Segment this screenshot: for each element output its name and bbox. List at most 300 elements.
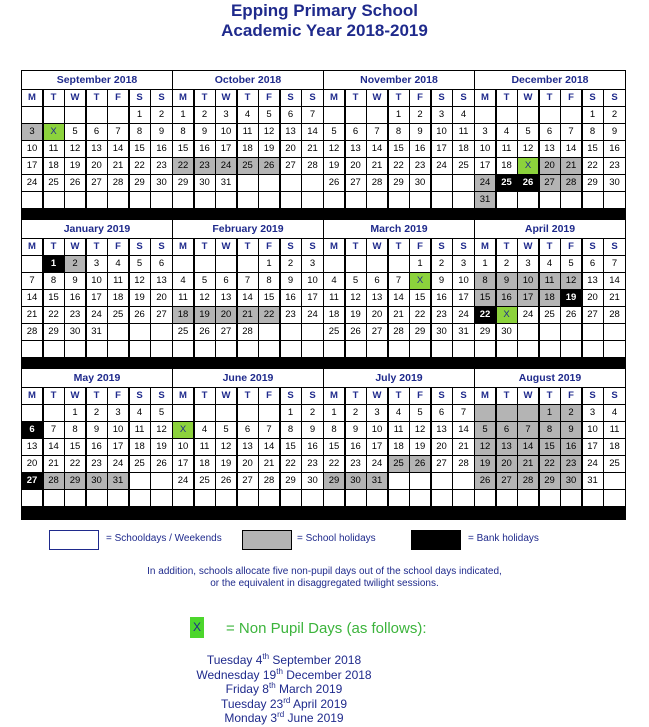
day-cell: 25 [44,175,64,191]
day-cell: 8 [324,422,344,438]
school-holiday-cell: 9 [561,422,581,438]
day-cell: 24 [87,307,107,323]
day-cell [87,341,107,357]
day-cell: 7 [389,273,409,289]
day-cell: 15 [65,439,85,455]
day-cell: 16 [195,141,215,157]
day-cell: 13 [540,141,560,157]
day-cell: 29 [475,324,495,340]
non-pupil-day-entry: Tuesday 4th September 2018 [206,652,362,667]
weekday-header: W [216,239,236,255]
weekday-header: T [195,90,215,106]
day-cell: 27 [238,473,258,489]
day-cell: 17 [583,439,603,455]
day-cell: 12 [151,422,172,438]
day-cell [195,256,215,272]
day-cell: 3 [302,256,323,272]
day-cell: 2 [497,256,517,272]
weekday-header: S [583,239,603,255]
day-cell: 10 [367,422,387,438]
day-cell: 25 [130,456,150,472]
day-cell: 18 [130,439,150,455]
day-cell: 30 [604,175,625,191]
day-cell: 8 [130,124,150,140]
weekday-header: M [324,239,344,255]
day-cell: 20 [432,439,452,455]
weekday-header: T [44,239,64,255]
day-cell: 25 [324,324,344,340]
day-cell [432,192,452,208]
day-cell: 10 [216,124,236,140]
day-cell: 16 [87,439,107,455]
school-holiday-cell: 2 [561,405,581,421]
school-holiday-cell: 18 [173,307,193,323]
day-cell: 20 [22,456,42,472]
day-cell: 3 [583,405,603,421]
month-block [173,71,323,219]
school-holiday-cell: 30 [346,473,366,489]
day-cell: 9 [87,422,107,438]
day-cell: 29 [281,473,301,489]
day-cell [130,192,150,208]
day-cell: 18 [604,439,625,455]
day-cell: 2 [87,405,107,421]
day-cell: 12 [259,124,279,140]
day-cell: 31 [87,324,107,340]
day-cell: 7 [44,422,64,438]
month-block [22,220,172,368]
weekday-header: S [151,239,172,255]
day-cell [389,490,409,506]
day-cell: 15 [130,141,150,157]
school-holiday-cell: 29 [65,473,85,489]
day-cell: 18 [453,141,474,157]
weekday-header: S [583,388,603,404]
school-holiday-cell: 2 [65,256,85,272]
day-cell [540,107,560,123]
day-cell [604,473,625,489]
weekday-header: S [130,90,150,106]
day-cell: 6 [367,273,387,289]
day-cell: 1 [475,256,495,272]
day-cell [453,175,474,191]
school-holidays-legend-label: = School holidays [297,533,376,544]
day-cell [44,405,64,421]
month-title: September 2018 [22,71,172,89]
weekday-header: S [453,90,474,106]
day-cell: 24 [453,307,474,323]
day-cell [281,175,301,191]
non-pupil-day-cell: X [497,307,517,323]
day-cell [65,490,85,506]
day-cell [108,341,128,357]
day-cell [518,324,538,340]
school-holiday-cell: 24 [475,175,495,191]
day-cell: 12 [216,439,236,455]
weekday-header: T [44,388,64,404]
day-cell [453,192,474,208]
day-cell: 15 [281,439,301,455]
day-cell: 6 [281,107,301,123]
day-cell [583,324,603,340]
day-cell: 6 [238,422,258,438]
day-cell: 28 [302,158,323,174]
day-cell: 18 [195,456,215,472]
weekday-header: S [281,239,301,255]
day-cell: 17 [216,141,236,157]
school-holiday-cell: 15 [540,439,560,455]
day-cell: 28 [259,473,279,489]
day-cell: 13 [583,273,603,289]
month-block [475,220,625,368]
day-cell [324,490,344,506]
weekday-header: F [259,239,279,255]
month-title: October 2018 [173,71,323,89]
day-cell [540,341,560,357]
day-cell: 5 [410,405,430,421]
calendar-grid [21,70,626,520]
weekday-header: W [216,90,236,106]
day-cell [22,490,42,506]
day-cell: 3 [475,124,495,140]
day-cell: 10 [302,273,323,289]
day-cell [497,107,517,123]
day-cell: 24 [302,307,323,323]
day-cell [195,192,215,208]
day-cell: 16 [410,141,430,157]
school-holiday-cell: 27 [540,175,560,191]
day-cell: 9 [604,124,625,140]
day-cell: 21 [367,158,387,174]
day-cell: 23 [432,307,452,323]
day-cell: 6 [87,124,107,140]
weekday-header: M [324,90,344,106]
school-holiday-cell: 19 [475,456,495,472]
day-cell: 3 [453,256,474,272]
weekday-header: S [302,90,323,106]
day-cell [324,341,344,357]
day-cell: 19 [346,307,366,323]
day-cell: 9 [195,124,215,140]
day-cell: 13 [216,290,236,306]
school-holiday-cell: 16 [561,439,581,455]
schooldays-legend-label: = Schooldays / Weekends [106,533,222,544]
day-cell [65,107,85,123]
day-cell [151,192,172,208]
school-holiday-cell: 29 [540,473,560,489]
school-holiday-cell: 28 [44,473,64,489]
day-cell: 3 [108,405,128,421]
day-cell [130,490,150,506]
day-cell: 19 [151,439,172,455]
non-pupil-day-entry: Monday 3rd June 2019 [224,710,344,725]
school-holiday-cell: 8 [475,273,495,289]
day-cell [216,490,236,506]
day-cell: 1 [410,256,430,272]
day-cell: 17 [432,141,452,157]
day-cell [324,256,344,272]
weekday-header: T [195,388,215,404]
day-cell: 22 [410,307,430,323]
day-cell: 9 [65,273,85,289]
weekday-header: T [497,239,517,255]
day-cell [44,490,64,506]
day-cell: 22 [389,158,409,174]
day-cell: 4 [130,405,150,421]
day-cell [410,192,430,208]
school-holiday-cell: 22 [173,158,193,174]
day-cell [561,490,581,506]
day-cell: 15 [410,290,430,306]
day-cell: 5 [130,256,150,272]
weekday-header: S [151,90,172,106]
day-cell: 3 [367,405,387,421]
day-cell [281,192,301,208]
day-cell [173,341,193,357]
school-holiday-cell: 18 [540,290,560,306]
day-cell: 11 [497,141,517,157]
day-cell [302,341,323,357]
weekday-header: W [518,90,538,106]
weekday-header: T [540,90,560,106]
weekday-header: S [432,239,452,255]
day-cell: 24 [432,158,452,174]
school-holiday-cell [475,405,495,421]
day-cell [367,192,387,208]
day-cell: 28 [389,324,409,340]
day-cell: 1 [65,405,85,421]
school-holiday-cell: 26 [410,456,430,472]
day-cell: 24 [173,473,193,489]
day-cell [432,490,452,506]
month-block [324,71,474,219]
bank-holiday-cell: 27 [22,473,42,489]
day-cell: 15 [583,141,603,157]
day-cell [108,324,128,340]
day-cell [65,341,85,357]
day-cell: 25 [604,456,625,472]
weekday-header: S [281,388,301,404]
weekday-header: W [367,239,387,255]
day-cell: 6 [540,124,560,140]
day-cell: 12 [346,290,366,306]
month-title: June 2019 [173,369,323,387]
day-cell [238,192,258,208]
day-cell: 10 [475,141,495,157]
weekday-header: T [87,388,107,404]
day-cell [130,324,150,340]
day-cell: 31 [216,175,236,191]
day-cell: 30 [432,324,452,340]
day-cell [302,175,323,191]
month-title: February 2019 [173,220,323,238]
weekday-header: T [346,239,366,255]
day-cell [108,490,128,506]
day-cell: 18 [497,158,517,174]
day-cell: 17 [87,290,107,306]
day-cell: 15 [259,290,279,306]
day-cell: 7 [238,273,258,289]
day-cell: 8 [173,124,193,140]
day-cell [108,107,128,123]
day-cell [497,341,517,357]
month-block [475,71,625,219]
day-cell: 22 [44,307,64,323]
day-cell [561,107,581,123]
day-cell: 27 [583,307,603,323]
day-cell: 23 [151,158,172,174]
day-cell: 5 [216,422,236,438]
bank-holiday-cell: 26 [518,175,538,191]
day-cell: 4 [108,256,128,272]
day-cell: 12 [410,422,430,438]
school-holiday-cell: 8 [540,422,560,438]
day-cell: 24 [583,456,603,472]
day-cell [453,473,474,489]
day-cell: 2 [410,107,430,123]
weekday-header: M [475,239,495,255]
day-cell: 17 [108,439,128,455]
day-cell: 20 [238,456,258,472]
day-cell [604,490,625,506]
day-cell: 11 [604,422,625,438]
day-cell [151,473,172,489]
day-cell [346,256,366,272]
day-cell [22,107,42,123]
day-cell [281,341,301,357]
day-cell: 27 [432,456,452,472]
day-cell: 23 [302,456,323,472]
bank-holiday-cell: 6 [22,422,42,438]
day-cell [389,473,409,489]
day-cell: 14 [108,141,128,157]
day-cell [497,192,517,208]
weekday-header: S [151,388,172,404]
weekday-header: S [130,388,150,404]
month-block [324,220,474,368]
day-cell: 16 [281,290,301,306]
day-cell: 19 [65,158,85,174]
school-holiday-cell: 6 [497,422,517,438]
day-cell [561,192,581,208]
day-cell [324,107,344,123]
day-cell: 26 [561,307,581,323]
day-cell: 4 [324,273,344,289]
day-cell: 23 [346,456,366,472]
non-pupil-day-entry: Friday 8th March 2019 [225,681,343,696]
day-cell: 15 [324,439,344,455]
day-cell: 11 [195,439,215,455]
day-cell: 26 [65,175,85,191]
weekday-header: W [518,239,538,255]
day-cell [518,341,538,357]
weekday-header: T [540,388,560,404]
day-cell: 26 [130,307,150,323]
day-cell: 27 [216,324,236,340]
day-cell [130,473,150,489]
day-cell: 18 [44,158,64,174]
day-cell: 1 [281,405,301,421]
school-holiday-cell: 17 [518,290,538,306]
school-holiday-cell: 26 [475,473,495,489]
weekday-header: T [497,90,517,106]
non-pupil-day-cell: X [173,422,193,438]
day-cell: 4 [195,422,215,438]
day-cell: 29 [44,324,64,340]
day-cell [302,192,323,208]
month-title: July 2019 [324,369,474,387]
weekday-header: S [604,388,625,404]
day-cell [238,175,258,191]
day-cell: 2 [195,107,215,123]
day-cell: 7 [259,422,279,438]
day-cell: 5 [324,124,344,140]
day-cell: 7 [367,124,387,140]
day-cell [22,192,42,208]
weekday-header: M [173,239,193,255]
weekday-header: T [195,239,215,255]
weekday-header: M [173,90,193,106]
day-cell: 14 [259,439,279,455]
day-cell [216,341,236,357]
day-cell: 21 [453,439,474,455]
day-cell [281,490,301,506]
weekday-header: S [281,90,301,106]
day-cell [604,324,625,340]
day-cell: 9 [302,422,323,438]
non-pupil-days-heading: = Non Pupil Days (as follows): [226,620,427,637]
day-cell: 4 [173,273,193,289]
day-cell: 11 [324,290,344,306]
day-cell: 25 [195,473,215,489]
day-cell: 13 [281,124,301,140]
weekday-header: T [346,90,366,106]
month-block [173,220,323,368]
day-cell [367,256,387,272]
day-cell: 2 [432,256,452,272]
day-cell: 14 [44,439,64,455]
day-cell: 2 [151,107,172,123]
weekday-header: W [367,388,387,404]
day-cell: 21 [108,158,128,174]
weekday-header: W [65,90,85,106]
school-holiday-cell: 26 [259,158,279,174]
day-cell: 16 [302,439,323,455]
weekday-header: F [108,239,128,255]
school-holiday-cell: 15 [475,290,495,306]
day-cell: 2 [604,107,625,123]
day-cell: 26 [324,175,344,191]
day-cell [583,192,603,208]
school-holiday-cell: 13 [497,439,517,455]
day-cell: 4 [604,405,625,421]
bank-holiday-cell: 19 [561,290,581,306]
day-cell: 30 [302,473,323,489]
school-holiday-cell: 28 [518,473,538,489]
day-cell: 21 [22,307,42,323]
day-cell: 10 [108,422,128,438]
day-cell: 28 [22,324,42,340]
weekday-header: S [604,90,625,106]
bank-holiday-cell: 1 [44,256,64,272]
school-holiday-cell: 20 [497,456,517,472]
bank-holidays-legend-label: = Bank holidays [468,533,539,544]
day-cell [497,490,517,506]
non-pupil-day-cell: X [410,273,430,289]
day-cell [216,256,236,272]
month-block [173,369,323,517]
month-title: May 2019 [22,369,172,387]
